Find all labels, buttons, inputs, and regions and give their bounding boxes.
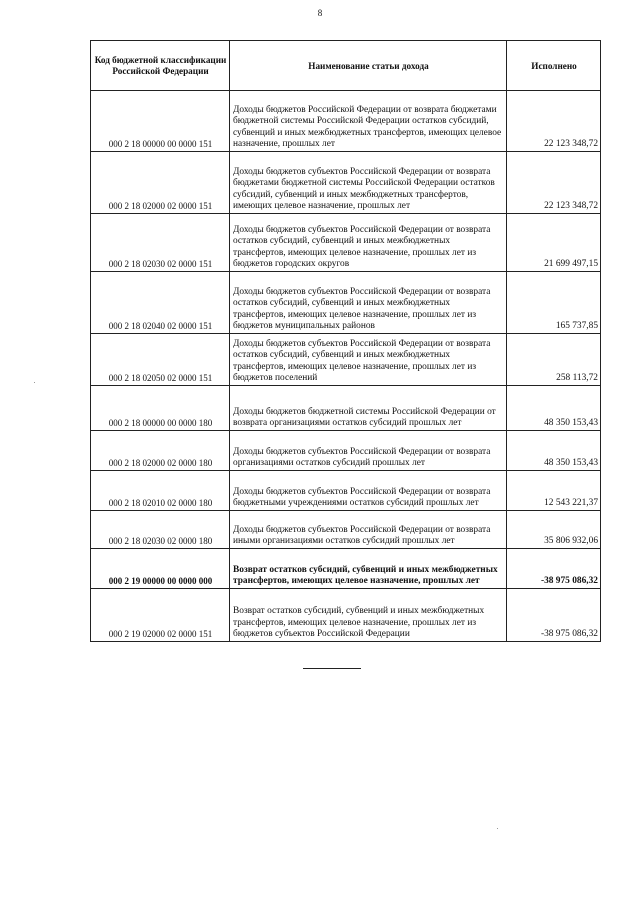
cell-amount: 22 123 348,72 [507, 91, 601, 152]
bottom-separator-line [303, 668, 361, 669]
cell-name: Доходы бюджетов субъектов Российской Федерации от возврата иными организациями остатков субсидий прошлых лет [230, 511, 507, 549]
cell-code: 000 2 19 00000 00 0000 000 [91, 549, 230, 589]
cell-name: Доходы бюджетов субъектов Российской Федерации от возврата организациями остатков субсидий прошлых лет [230, 431, 507, 471]
table-row [91, 91, 601, 152]
cell-amount: 258 113,72 [507, 334, 601, 386]
table-row [91, 214, 601, 272]
header-code: Код бюджетной классификации Российской Федерации [91, 41, 230, 91]
table-row [91, 334, 601, 386]
cell-amount: 48 350 153,43 [507, 431, 601, 471]
cell-code: 000 2 18 00000 00 0000 151 [91, 91, 230, 152]
cell-code: 000 2 18 02030 02 0000 180 [91, 511, 230, 549]
table-row [91, 589, 601, 642]
budget-revenue-table [90, 40, 601, 642]
cell-code: 000 2 18 02050 02 0000 151 [91, 334, 230, 386]
cell-amount: -38 975 086,32 [507, 549, 601, 589]
cell-name: Возврат остатков субсидий, субвенций и иных межбюджетных трансфертов, имеющих целевое назначение, прошлых лет [230, 549, 507, 589]
cell-code: 000 2 18 00000 00 0000 180 [91, 386, 230, 431]
cell-name: Доходы бюджетов субъектов Российской Федерации от возврата остатков субсидий, субвенций и иных межбюджетных трансфертов, имеющих целевое назначение, прошлых лет из бюджетов городских округов [230, 214, 507, 272]
cell-amount: 12 543 221,37 [507, 471, 601, 511]
cell-name: Доходы бюджетов субъектов Российской Федерации от возврата бюджетами бюджетной системы Российской Федерации остатков субсидий, субвенций и иных межбюджетных трансфертов, имеющих целевое назначение, прошлых лет [230, 152, 507, 214]
cell-name: Доходы бюджетов Российской Федерации от возврата бюджетами бюджетной системы Российской Федерации остатков субсидий, субвенций и иных межбюджетных трансфертов, имеющих целевое назначение, прошлых лет [230, 91, 507, 152]
cell-amount: 165 737,85 [507, 272, 601, 334]
scan-speck [34, 382, 35, 383]
scan-speck [497, 828, 498, 829]
table-row [91, 549, 601, 589]
table-row [91, 386, 601, 431]
table-row [91, 152, 601, 214]
cell-code: 000 2 18 02010 02 0000 180 [91, 471, 230, 511]
cell-amount: 21 699 497,15 [507, 214, 601, 272]
cell-code: 000 2 19 02000 02 0000 151 [91, 589, 230, 642]
cell-name: Доходы бюджетов субъектов Российской Федерации от возврата остатков субсидий, субвенций и иных межбюджетных трансфертов, имеющих целевое назначение, прошлых лет из бюджетов муниципальных районов [230, 272, 507, 334]
header-amount: Исполнено [507, 41, 601, 91]
header-name: Наименование статьи дохода [230, 41, 507, 91]
table-row [91, 471, 601, 511]
cell-code: 000 2 18 02030 02 0000 151 [91, 214, 230, 272]
table-header-row [91, 41, 601, 91]
cell-amount: 35 806 932,06 [507, 511, 601, 549]
cell-name: Доходы бюджетов бюджетной системы Российской Федерации от возврата организациями остатков субсидий прошлых лет [230, 386, 507, 431]
cell-code: 000 2 18 02000 02 0000 180 [91, 431, 230, 471]
table-body [91, 91, 601, 642]
cell-amount: 22 123 348,72 [507, 152, 601, 214]
table-row [91, 431, 601, 471]
cell-code: 000 2 18 02040 02 0000 151 [91, 272, 230, 334]
cell-amount: -38 975 086,32 [507, 589, 601, 642]
table-row [91, 511, 601, 549]
cell-amount: 48 350 153,43 [507, 386, 601, 431]
cell-name: Доходы бюджетов субъектов Российской Федерации от возврата бюджетными учреждениями остатков субсидий прошлых лет [230, 471, 507, 511]
cell-code: 000 2 18 02000 02 0000 151 [91, 152, 230, 214]
cell-name: Возврат остатков субсидий, субвенций и иных межбюджетных трансфертов, имеющих целевое назначение, прошлых лет из бюджетов субъектов Российской Федерации [230, 589, 507, 642]
cell-name: Доходы бюджетов субъектов Российской Федерации от возврата остатков субсидий, субвенций и иных межбюджетных трансфертов, имеющих целевое назначение, прошлых лет из бюджетов поселений [230, 334, 507, 386]
table-row [91, 272, 601, 334]
page-number: 8 [317, 8, 323, 18]
